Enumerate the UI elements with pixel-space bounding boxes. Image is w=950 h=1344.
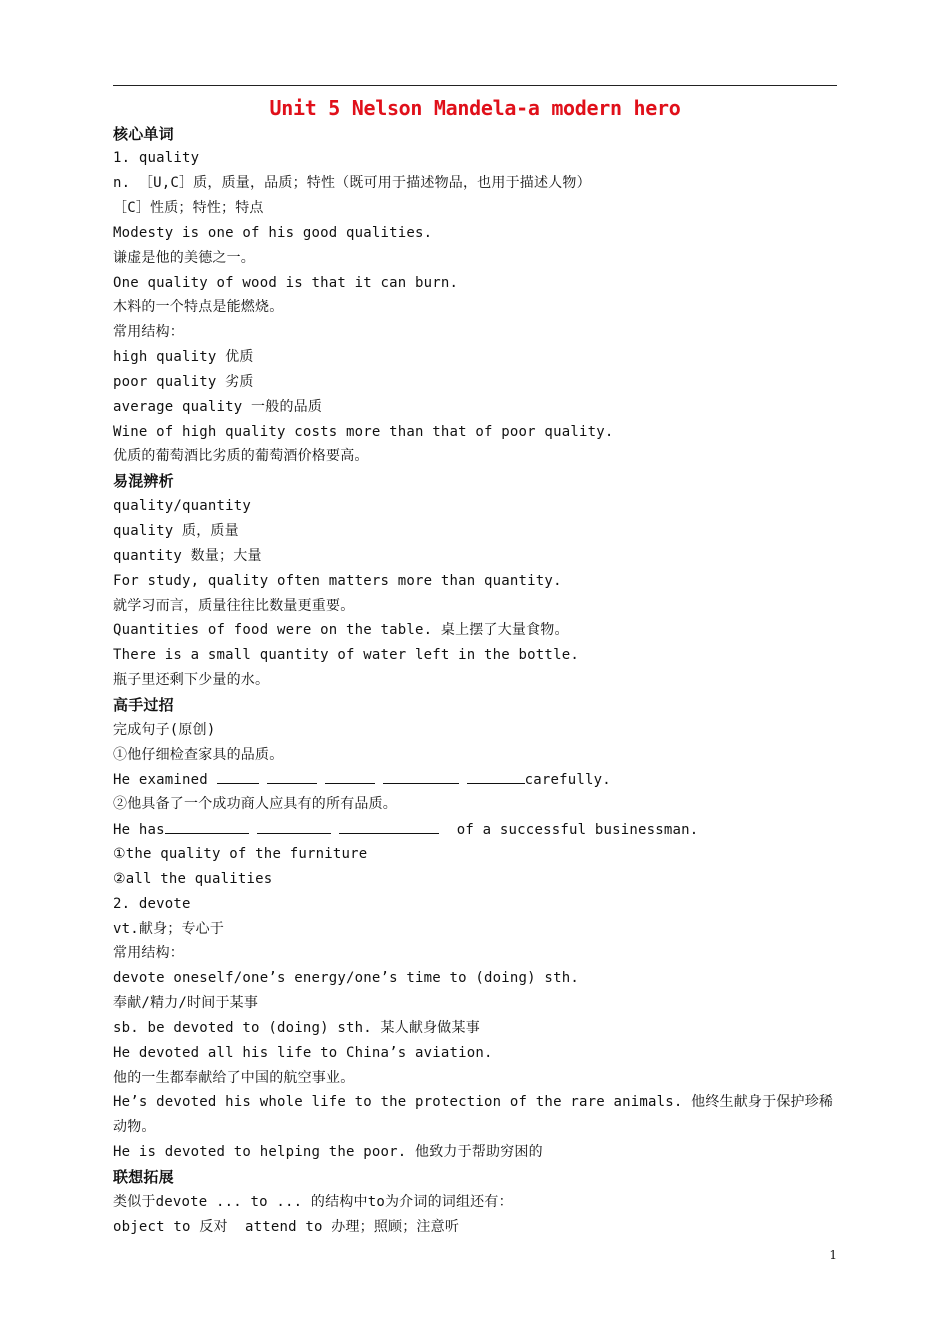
sentence-end: of a successful businessman. bbox=[456, 822, 699, 839]
example-translation: 木料的一个特点是能燃烧。 bbox=[113, 299, 284, 316]
phrase-line: poor quality 劣质 bbox=[113, 373, 254, 390]
answer-blank[interactable] bbox=[339, 817, 439, 834]
phrase-line: quantity 数量；大量 bbox=[113, 547, 262, 564]
example-sentence: He devoted all his life to China’s aviation. bbox=[113, 1044, 493, 1061]
extension-note: 类似于devote ... to ... 的结构中to为介词的词组还有： bbox=[113, 1193, 513, 1210]
definition-line: vt.献身；专心于 bbox=[113, 920, 225, 937]
section-heading-confusables: 易混辨析 bbox=[113, 472, 174, 491]
page-number: 1 bbox=[829, 1248, 837, 1262]
example-sentence: He’s devoted his whole life to the protection of the rare animals. 他终生献身于保护珍稀动物。 bbox=[113, 1094, 834, 1136]
example-sentence: Modesty is one of his good qualities. bbox=[113, 224, 433, 241]
sentence-end: carefully. bbox=[524, 772, 611, 789]
example-sentence: Wine of high quality costs more than that of poor quality. bbox=[113, 423, 614, 440]
exercise-prompt: ①他仔细检查家具的品质。 bbox=[113, 746, 284, 763]
answer-blank[interactable] bbox=[165, 817, 249, 834]
section-heading-extension: 联想拓展 bbox=[113, 1167, 174, 1186]
header-rule bbox=[113, 85, 837, 86]
example-translation: 就学习而言，质量往往比数量更重要。 bbox=[113, 597, 355, 614]
answer-blank[interactable] bbox=[325, 767, 375, 784]
document-title: Unit 5 Nelson Mandela-a modern hero bbox=[269, 96, 681, 120]
answer-blank[interactable] bbox=[467, 767, 525, 784]
phrase-line: quality/quantity bbox=[113, 498, 252, 515]
example-translation: 谦虚是他的美德之一。 bbox=[113, 249, 255, 266]
common-structures-label: 常用结构： bbox=[113, 324, 184, 341]
word-entry-devote: 2. devote bbox=[113, 895, 191, 912]
example-sentence: He is devoted to helping the poor. 他致力于帮助穷困的 bbox=[113, 1144, 543, 1161]
phrase-line: high quality 优质 bbox=[113, 349, 254, 366]
fill-in-sentence-2 bbox=[113, 817, 837, 842]
answer-line: ②all the qualities bbox=[113, 870, 273, 887]
phrase-line: quality 质，质量 bbox=[113, 523, 239, 539]
sentence-start: He examined bbox=[113, 772, 208, 789]
example-translation: 瓶子里还剩下少量的水。 bbox=[113, 672, 270, 689]
answer-blank[interactable] bbox=[257, 817, 331, 834]
section-heading-practice: 高手过招 bbox=[113, 695, 174, 714]
example-sentence: One quality of wood is that it can burn. bbox=[113, 274, 459, 291]
example-translation: 优质的葡萄酒比劣质的葡萄酒价格要高。 bbox=[113, 448, 369, 465]
example-sentence: Quantities of food were on the table. 桌上摆了大量食物。 bbox=[113, 622, 569, 639]
phrase-line: object to 反对 attend to 办理；照顾；注意听 bbox=[113, 1218, 460, 1235]
fill-in-sentence-1 bbox=[113, 767, 837, 792]
example-sentence: There is a small quantity of water left in the bottle. bbox=[113, 647, 579, 664]
answer-blank[interactable] bbox=[217, 767, 259, 784]
document-body bbox=[113, 122, 837, 1240]
phrase-translation: 奉献/精力/时间于某事 bbox=[113, 995, 259, 1012]
example-translation: 他的一生都奉献给了中国的航空事业。 bbox=[113, 1069, 355, 1086]
definition-line: ［C］性质；特性；特点 bbox=[113, 200, 264, 217]
answer-blank[interactable] bbox=[267, 767, 317, 784]
word-entry-quality: 1. quality bbox=[113, 150, 200, 167]
common-structures-label: 常用结构： bbox=[113, 945, 184, 962]
phrase-line: devote oneself/one’s energy/one’s time to (doing) sth. bbox=[113, 970, 579, 987]
exercise-prompt: ②他具备了一个成功商人应具有的所有品质。 bbox=[113, 796, 397, 813]
example-sentence: For study, quality often matters more than quantity. bbox=[113, 572, 562, 589]
phrase-line: sb. be devoted to (doing) sth. 某人献身做某事 bbox=[113, 1019, 480, 1036]
exercise-instruction: 完成句子(原创) bbox=[113, 721, 216, 738]
section-heading-core-words: 核心单词 bbox=[113, 124, 174, 143]
answer-blank[interactable] bbox=[383, 767, 459, 784]
sentence-start: He has bbox=[113, 822, 165, 839]
phrase-line: average quality 一般的品质 bbox=[113, 398, 323, 415]
definition-line: n. ［U,C］质，质量，品质；特性（既可用于描述物品，也用于描述人物） bbox=[113, 175, 591, 192]
answer-line: ①the quality of the furniture bbox=[113, 845, 368, 862]
